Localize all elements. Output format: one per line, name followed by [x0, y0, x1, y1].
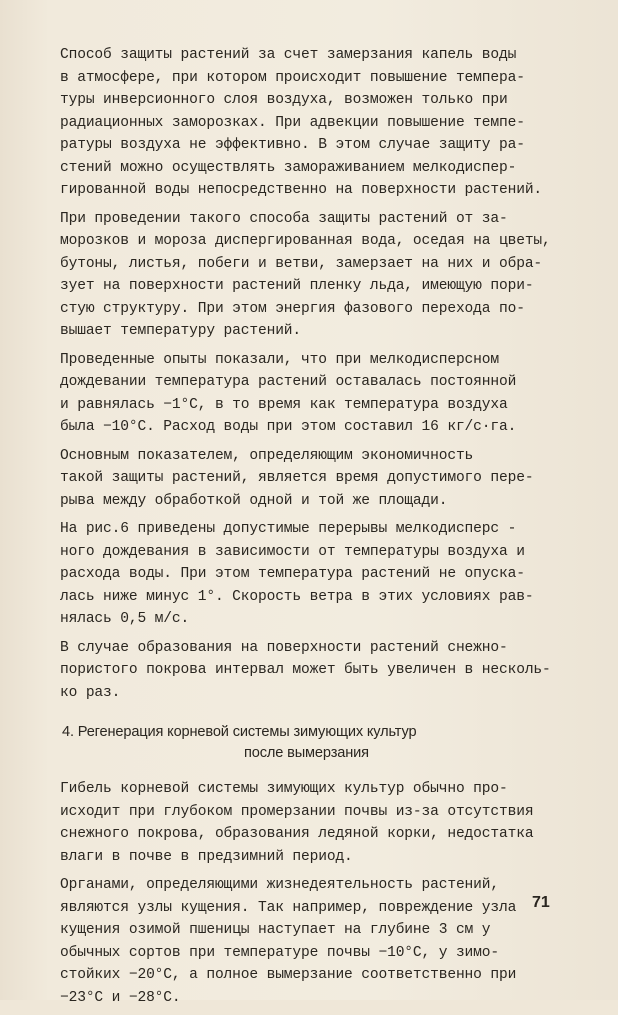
section-heading-line: после вымерзания: [244, 745, 369, 761]
text-line: кущения озимой пшеницы наступает на глубине 3 см у: [60, 922, 491, 938]
text-line: лась ниже минус 1°. Скорость ветра в этих условиях рав-: [60, 588, 534, 605]
text-line: Проведенные опыты показали, что при мелкодисперсном: [60, 351, 499, 368]
text-line: Органами, определяющими жизнедеятельность растений,: [60, 877, 499, 893]
text-line: исходит при глубоком промерзании почвы из-за отсутствия: [60, 803, 534, 820]
text-line: Гибель корневой системы зимующих культур обычно про-: [60, 781, 508, 797]
text-line: ного дождевания в зависимости от температуры воздуха и: [60, 543, 525, 560]
text-line: обычных сортов при температуре почвы −10°C, у зимо-: [60, 944, 499, 961]
text-line: являются узлы кущения. Так например, повреждение узла: [60, 899, 517, 916]
text-line: При проведении такого способа защиты растений от за-: [60, 210, 508, 227]
text-line: морозков и мороза диспергированная вода, оседая на цветы,: [60, 233, 551, 249]
text-line: была −10°C. Расход воды при этом составил 16 кг/с·га.: [60, 419, 517, 435]
text-line: вышает температуру растений.: [60, 323, 302, 339]
text-line: зует на поверхности растений пленку льда, имеющую пори-: [60, 278, 534, 294]
text-line: расхода воды. При этом температура растений не опуска-: [60, 566, 525, 582]
text-line: рыва между обработкой одной и той же площади.: [60, 492, 448, 509]
text-line: туры инверсионного слоя воздуха, возможен только при: [60, 92, 508, 108]
text-line: Способ защиты растений за счет замерзания капель воды: [60, 47, 517, 63]
text-line: в атмосфере, при котором происходит повышение темпера-: [60, 69, 525, 86]
text-line: бутоны, листья, побеги и ветви, замерзает на них и обра-: [60, 255, 543, 272]
text-line: стойких −20°C, а полное вымерзание соответственно при: [60, 967, 517, 983]
page-number: 71: [532, 894, 550, 911]
section-heading: [56, 722, 584, 764]
text-line: влаги в почве в предзимний период.: [60, 848, 353, 865]
text-line: гированной воды непосредственно на поверхности растений.: [60, 182, 543, 198]
text-line: и равнялась −1°C, в то время как температура воздуха: [60, 396, 508, 413]
section-heading-line: 4. Регенерация корневой системы зимующих культур: [62, 724, 417, 740]
paragraph: [56, 208, 584, 343]
paragraph: [56, 637, 584, 705]
text-line: ратуры воздуха не эффективно. В этом случае защиту ра-: [60, 137, 525, 153]
text-line: ко раз.: [60, 684, 121, 701]
text-line: дождевании температура растений оставалась постоянной: [60, 374, 517, 390]
paragraph: [56, 518, 584, 631]
paragraph: [56, 874, 584, 1009]
paragraph: [56, 349, 584, 439]
paragraph: [56, 44, 584, 202]
text-line: такой защиты растений, является время допустимого пере-: [60, 470, 534, 486]
text-line: радиационных заморозках. При адвекции повышение темпе-: [60, 114, 525, 131]
text-line: На рис.6 приведены допустимые перерывы мелкодисперс -: [60, 521, 517, 537]
text-line: Основным показателем, определяющим экономичность: [60, 447, 474, 464]
text-line: стений можно осуществлять замораживанием мелкодиспер-: [60, 159, 517, 176]
text-line: −23°C и −28°C.: [60, 989, 181, 1006]
text-line: снежного покрова, образования ледяной корки, недостатка: [60, 826, 534, 842]
page-text: [56, 44, 584, 1015]
text-line: В случае образования на поверхности растений снежно-: [60, 639, 508, 656]
text-line: нялась 0,5 м/с.: [60, 611, 190, 627]
text-line: стую структуру. При этом энергия фазового перехода по-: [60, 300, 525, 317]
paragraph: [56, 778, 584, 868]
text-line: пористого покрова интервал может быть увеличен в несколь-: [60, 662, 551, 678]
paragraph: [56, 445, 584, 513]
